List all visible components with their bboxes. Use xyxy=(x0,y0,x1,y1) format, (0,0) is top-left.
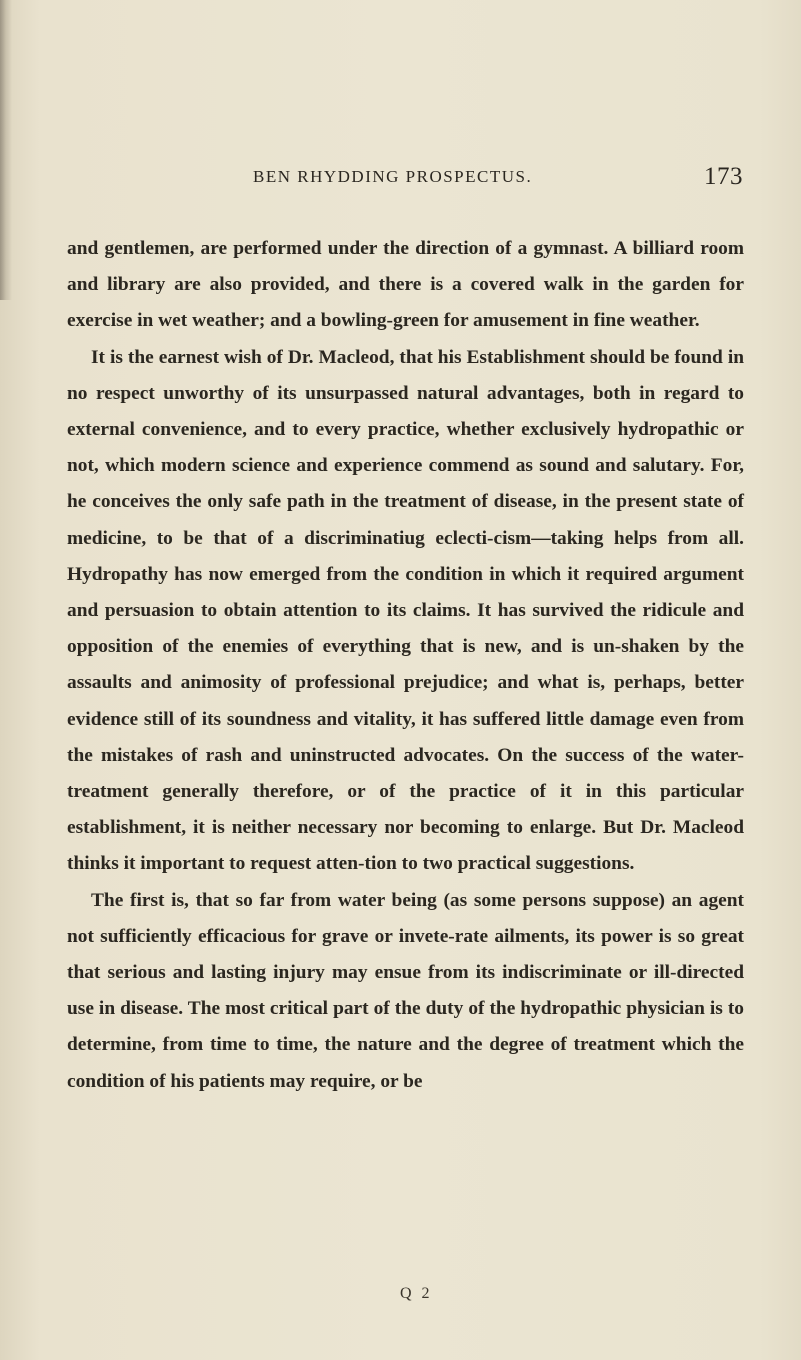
signature-mark: Q 2 xyxy=(400,1285,433,1302)
binding-gutter-shadow xyxy=(0,0,12,300)
running-head: BEN RHYDDING PROSPECTUS. xyxy=(253,167,533,186)
page-number: 173 xyxy=(704,163,743,190)
page-header xyxy=(253,163,743,193)
body-text xyxy=(67,231,744,1100)
paragraph: It is the earnest wish of Dr. Macleod, that his Establishment should be found in no respect unworthy of its unsurpassed natural advantages, both in regard to external convenience, and to every practice, whether exclusively hydropathic or not, which modern science and experience commend as sound and salutary. For, he conceives the only safe path in the treatment of disease, in the present state of medicine, to be that of a discriminatiug eclecti-cism—taking helps from all. Hydropathy has now emerged from the condition in which it required argument and persuasion to obtain attention to its claims. It has survived the ridicule and opposition of the enemies of everything that is new, and is un-shaken by the assaults and animosity of professional prejudice; and what is, perhaps, better evidence still of its soundness and vitality, it has suffered little damage even from the mistakes of rash and uninstructed advocates. On the success of the water-treatment generally therefore, or of the practice of it in this particular establishment, it is neither necessary nor becoming to enlarge. But Dr. Macleod thinks it important to request atten-tion to two practical suggestions. xyxy=(67,346,744,875)
paragraph: The first is, that so far from water being (as some persons suppose) an agent not sufficiently efficacious for grave or invete-rate ailments, its power is so great that serious and lasting injury may ensue from its indiscriminate or ill-directed use in disease. The most critical part of the duty of the hydropathic physician is to determine, from time to time, the nature and the degree of treatment which the condition of his patients may require, or be xyxy=(67,889,744,1092)
paragraph-continued: and gentlemen, are performed under the direction of a gymnast. A billiard room and library are also provided, and there is a covered walk in the garden for exercise in wet weather; and a bowling-green for amusement in fine weather. xyxy=(67,238,744,332)
